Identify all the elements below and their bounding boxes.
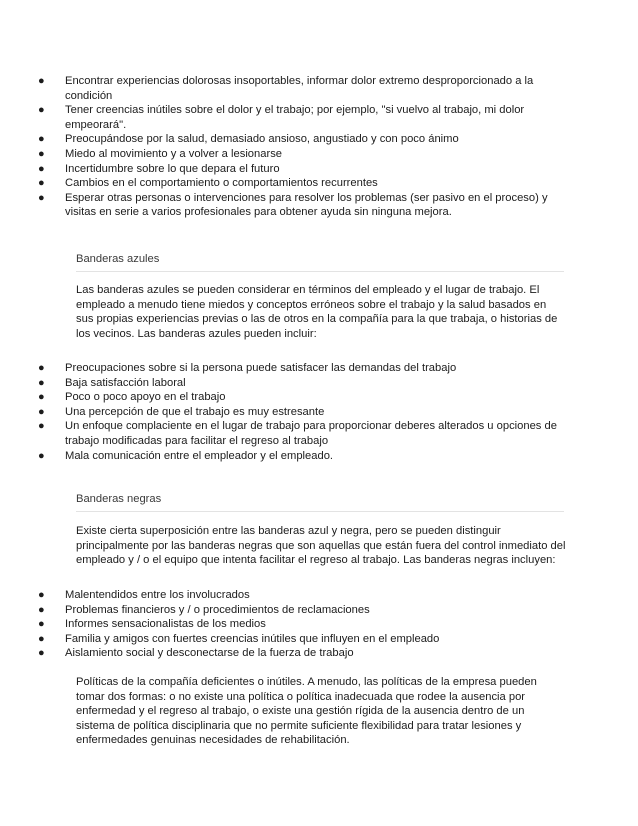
section-heading-blue-flags: Banderas azules <box>76 252 564 272</box>
list-item-text: Un enfoque complaciente en el lugar de trabajo para proporcionar deberes alterados u opciones de trabajo modificadas para facilitar el regreso al trabajo <box>65 420 557 447</box>
bullet-icon: ● <box>38 420 45 433</box>
bullet-icon: ● <box>38 191 45 204</box>
bullet-icon: ● <box>38 104 45 117</box>
list-item <box>38 376 558 391</box>
bullet-icon: ● <box>38 147 45 160</box>
list-item-text: Familia y amigos con fuertes creencias inútiles que influyen en el empleado <box>65 632 440 645</box>
list-item-text: Preocupaciones sobre si la persona puede satisfacer las demandas del trabajo <box>65 362 457 374</box>
list-item <box>38 588 558 603</box>
list-item <box>38 617 558 632</box>
yellow-flags-list <box>38 74 558 220</box>
list-item <box>38 632 558 647</box>
bullet-icon: ● <box>38 405 45 418</box>
list-item-text: Encontrar experiencias dolorosas insoportables, informar dolor extremo desproporcionado a la condición <box>65 75 534 102</box>
bullet-icon: ● <box>38 376 45 389</box>
bullet-icon: ● <box>38 632 45 645</box>
bullet-icon: ● <box>38 391 45 404</box>
list-item <box>38 361 558 376</box>
list-item <box>38 449 558 464</box>
list-item-text: Cambios en el comportamiento o comportamientos recurrentes <box>65 177 378 190</box>
list-item <box>38 132 558 147</box>
list-item <box>38 419 558 448</box>
list-item <box>38 603 558 618</box>
list-item-text: Problemas financieros y / o procedimientos de reclamaciones <box>65 603 370 616</box>
bullet-icon: ● <box>38 133 45 146</box>
list-item-text: Informes sensacionalistas de los medios <box>65 618 266 631</box>
list-item-text: Preocupándose por la salud, demasiado ansioso, angustiado y con poco ánimo <box>65 133 459 146</box>
list-item-text: Miedo al movimiento y a volver a lesionarse <box>65 147 283 160</box>
list-item <box>38 176 558 191</box>
bullet-icon: ● <box>38 618 45 631</box>
list-item-text: Incertidumbre sobre lo que depara el futuro <box>65 162 280 175</box>
bullet-icon: ● <box>38 162 45 175</box>
bullet-icon: ● <box>38 75 45 87</box>
list-item-text: Esperar otras personas o intervenciones para resolver los problemas (ser pasivo en el proceso) y visitas en serie a varios profesionales para obtener ayuda sin ninguna mejora. <box>65 191 548 219</box>
bullet-icon: ● <box>38 449 45 462</box>
black-flags-list <box>38 588 558 661</box>
list-item <box>38 147 558 162</box>
company-policies-paragraph: Políticas de la compañía deficientes o inútiles. A menudo, las políticas de la empresa pueden tomar dos formas: o no existe una política o política inadecuada que rodee la ausencia por enfermedad y el regreso al trabajo, o existe una gestión rígida de la ausencia dentro de un sistema de política disciplinaria que no permite suficiente flexibilidad para tratar lesiones y enfermedades genuinas necesidades de rehabilitación. <box>76 676 537 747</box>
section-heading-black-flags: Banderas negras <box>76 492 564 512</box>
bullet-icon: ● <box>38 603 45 616</box>
bullet-icon: ● <box>38 362 45 374</box>
list-item <box>38 405 558 420</box>
list-item-text: Malentendidos entre los involucrados <box>65 589 250 601</box>
list-item-text: Una percepción de que el trabajo es muy estresante <box>65 405 325 418</box>
bullet-icon: ● <box>38 177 45 190</box>
list-item <box>38 162 558 177</box>
list-item-text: Tener creencias inútiles sobre el dolor y el trabajo; por ejemplo, "si vuelvo al trabajo, mi dolor empeorará". <box>65 104 525 131</box>
black-flags-paragraph: Existe cierta superposición entre las banderas azul y negra, pero se pueden distinguir principalmente por las banderas negras que son aquellas que están fuera del control inmediato del empleado y / o el equipo que intenta facilitar el regreso al trabajo. Las banderas negras incluyen: <box>76 525 566 567</box>
list-item <box>38 74 558 103</box>
bullet-icon: ● <box>38 647 45 660</box>
list-item <box>38 103 558 132</box>
list-item <box>38 191 558 220</box>
list-item <box>38 646 558 661</box>
list-item-text: Poco o poco apoyo en el trabajo <box>65 391 226 404</box>
blue-flags-list <box>38 361 558 463</box>
blue-flags-paragraph: Las banderas azules se pueden considerar en términos del empleado y el lugar de trabajo. El empleado a menudo tiene miedos y conceptos erróneos sobre el trabajo y la salud basados en sus propias experiencias previas o las de otros en la compañía para la que trabaja, o historias de los vecinos. Las banderas azules pueden incluir: <box>76 284 558 340</box>
list-item <box>38 390 558 405</box>
bullet-icon: ● <box>38 589 45 601</box>
list-item-text: Mala comunicación entre el empleador y el empleado. <box>65 449 334 462</box>
list-item-text: Aislamiento social y desconectarse de la fuerza de trabajo <box>65 647 354 660</box>
list-item-text: Baja satisfacción laboral <box>65 376 186 389</box>
